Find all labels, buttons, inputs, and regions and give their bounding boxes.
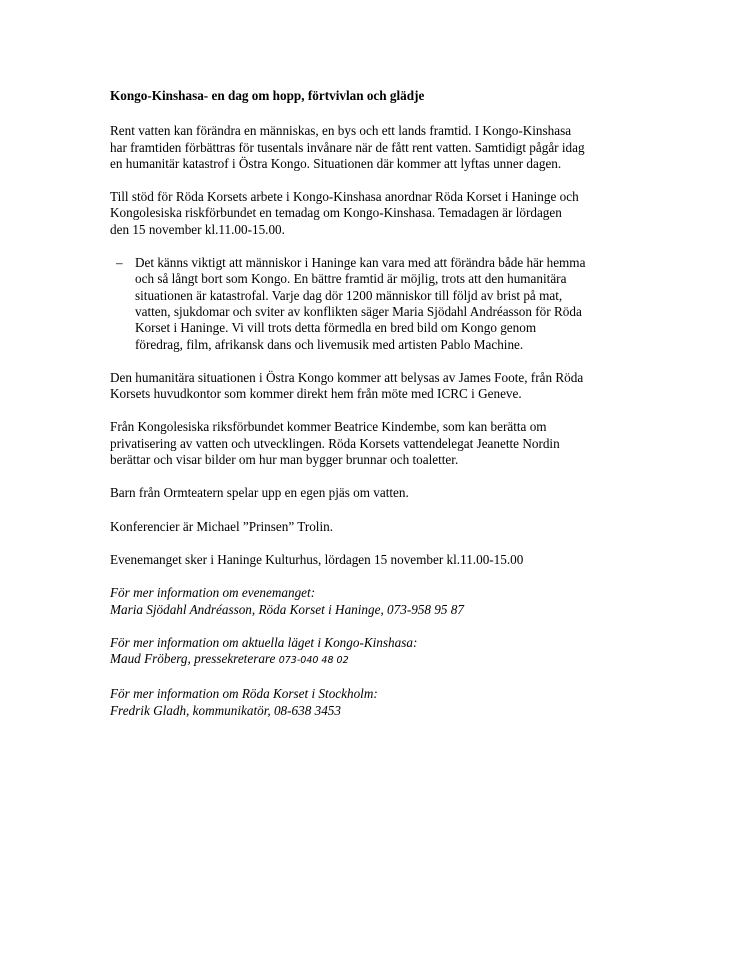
text-line: privatisering av vatten och utvecklingen. Röda Korsets vattendelegat Jeanette Nordin (110, 435, 560, 451)
quote-bullet (110, 255, 650, 353)
paragraph-host: Konferencier är Michael ”Prinsen” Trolin. (110, 518, 334, 534)
text-line: en humanitär katastrof i Östra Kongo. Situationen där kommer att lyftas unner dagen. (110, 155, 562, 171)
contact-detail-line (110, 651, 650, 669)
text-line: Kongolesiska riskförbundet en temadag om Kongo-Kinshasa. Temadagen är lördagen (110, 205, 562, 221)
text-line: vatten, sjukdomar och sviter av konflikten säger Maria Sjödahl Andréasson för Röda (135, 303, 582, 319)
contact-stockholm (110, 686, 650, 719)
text-line: Korsets huvudkontor som kommer direkt hem från möte med ICRC i Geneve. (110, 386, 522, 402)
paragraph-intro (110, 123, 650, 172)
text-line: har framtiden förbättras för tusentals invånare när de fått rent vatten. Samtidigt pågår idag (110, 139, 585, 155)
text-line: föredrag, film, afrikansk dans och livemusik med artisten Pablo Machine. (135, 336, 524, 352)
contact-detail: Maud Fröberg, pressekreterare (110, 651, 276, 667)
paragraph-theatre: Barn från Ormteatern spelar upp en egen pjäs om vatten. (110, 485, 409, 501)
contact-heading: För mer information om aktuella läget i Kongo-Kinshasa: (110, 634, 418, 650)
text-line: situationen är katastrofal. Varje dag dör 1200 människor till följd av brist på mat, (135, 287, 563, 303)
text-line: Rent vatten kan förändra en människas, en bys och ett lands framtid. I Kongo-Kinshasa (110, 123, 572, 139)
text-line: berättar och visar bilder om hur man bygger brunnar och toaletter. (110, 452, 459, 468)
text-line: Från Kongolesiska riksförbundet kommer Beatrice Kindembe, som kan berätta om (110, 419, 547, 435)
text-line: Det känns viktigt att människor i Haninge kan vara med att förändra både här hemma (135, 255, 586, 271)
paragraph-venue: Evenemanget sker i Haninge Kulturhus, lördagen 15 november kl.11.00-15.00 (110, 551, 524, 567)
paragraph-humanitarian-situation (110, 370, 650, 403)
contact-detail: Maria Sjödahl Andréasson, Röda Korset i Haninge, 073-958 95 87 (110, 601, 464, 617)
text-line: Korset i Haninge. Vi vill trots detta förmedla en bred bild om Kongo genom (135, 320, 537, 336)
contact-heading: För mer information om evenemanget: (110, 585, 316, 601)
contact-press (110, 635, 650, 670)
text-line: och så långt bort som Kongo. En bättre framtid är möjlig, trots att den humanitära (135, 271, 567, 287)
text-line: Till stöd för Röda Korsets arbete i Kongo-Kinshasa anordnar Röda Korset i Haninge och (110, 189, 579, 205)
text-line: Den humanitära situationen i Östra Kongo kommer att belysas av James Foote, från Röda (110, 369, 584, 385)
contact-detail: Fredrik Gladh, kommunikatör, 08-638 3453 (110, 702, 341, 718)
paragraph-speakers (110, 419, 650, 468)
contact-event (110, 585, 650, 618)
contact-heading: För mer information om Röda Korset i Stockholm: (110, 686, 378, 702)
document-page (110, 88, 650, 736)
document-title: Kongo-Kinshasa- en dag om hopp, förtvivlan och glädje (110, 88, 425, 103)
text-line: den 15 november kl.11.00-15.00. (110, 221, 285, 237)
bullet-dash: – (116, 255, 123, 271)
contact-phone: 073-040 48 02 (278, 655, 349, 667)
paragraph-event-announcement (110, 189, 650, 238)
